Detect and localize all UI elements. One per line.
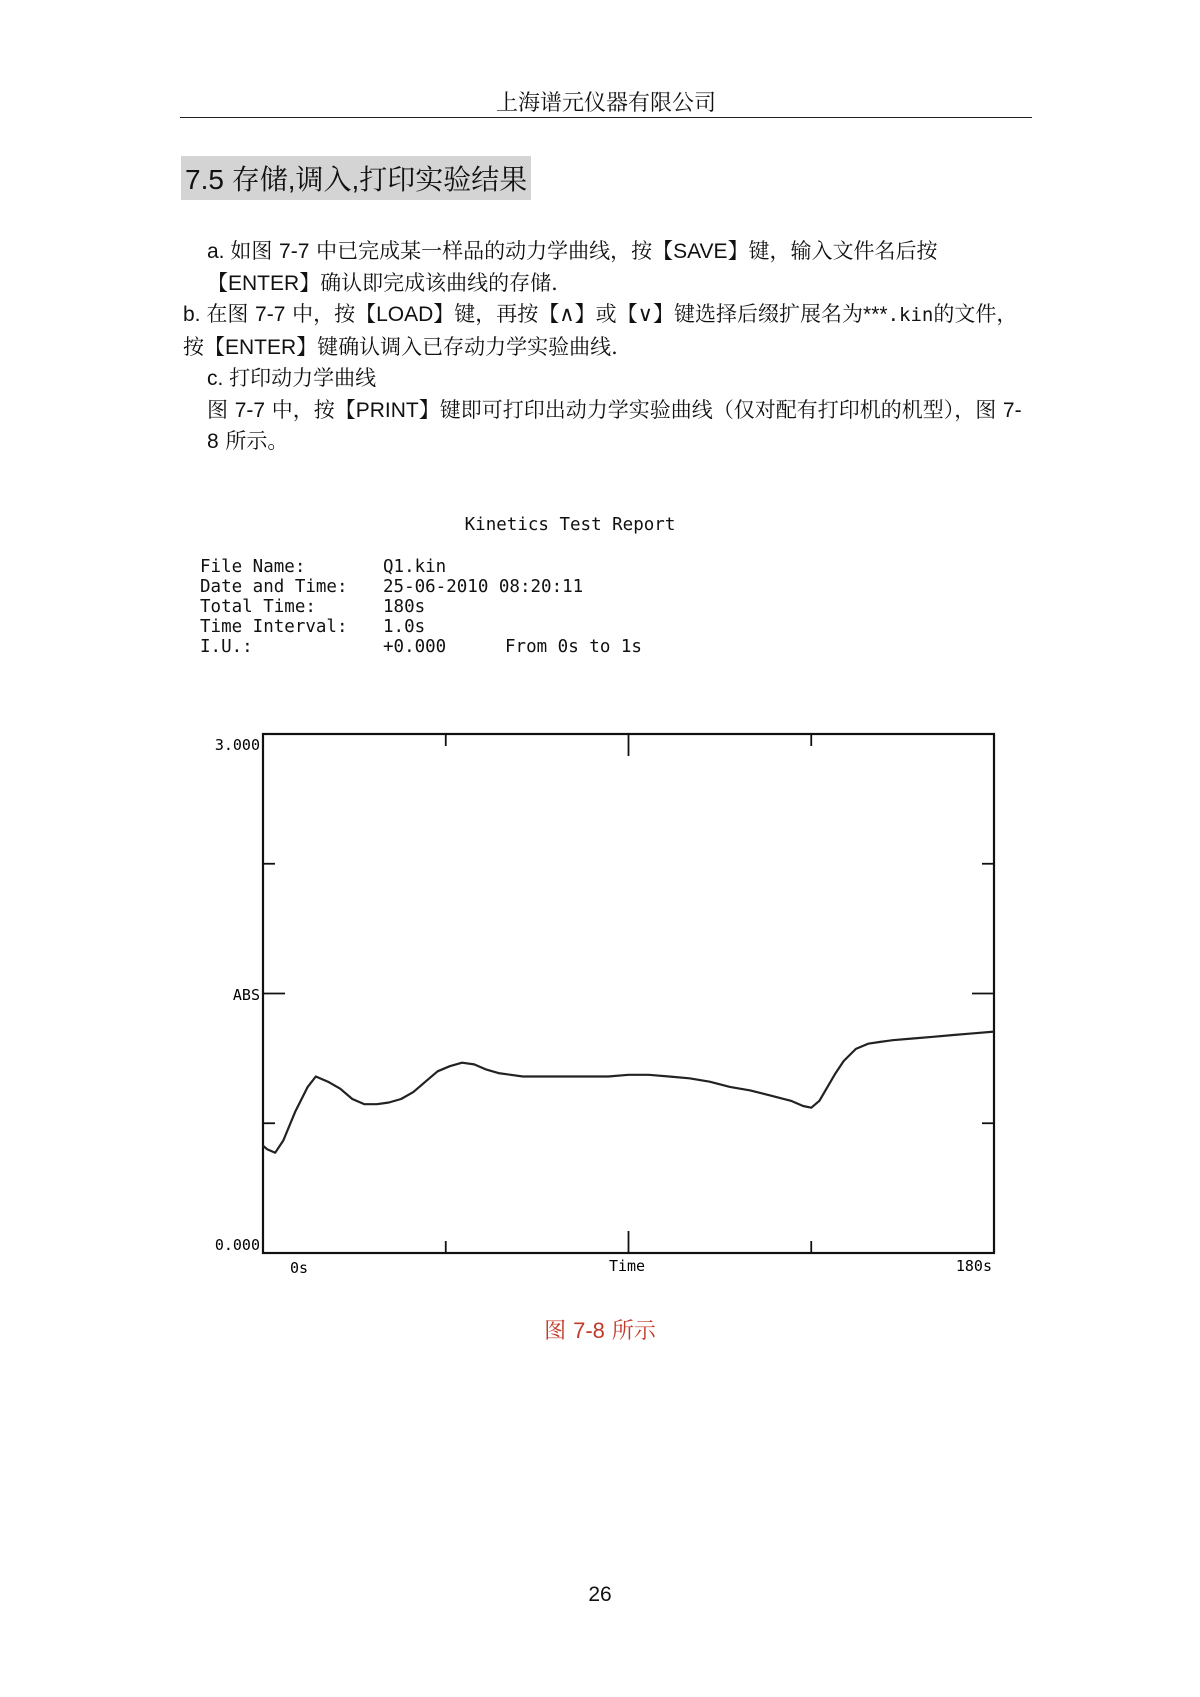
page-number: 26: [588, 1583, 612, 1606]
enter-key: ENTER: [225, 335, 297, 359]
file-name-value: Q1.kin: [383, 557, 447, 577]
figure-caption: 图 7-8 所示: [544, 1318, 656, 1344]
paragraph-c: c. 打印动力学曲线: [207, 366, 377, 390]
load-key: LOAD: [376, 303, 434, 326]
plot-frame: [263, 734, 994, 1253]
x-max-label: 180s: [955, 1257, 992, 1275]
y-min-label: 0.000: [214, 1236, 260, 1254]
save-key: SAVE: [673, 240, 728, 263]
interval-value: 1.0s: [383, 617, 426, 637]
y-axis-label: ABS: [232, 986, 260, 1004]
date-value: 25-06-2010 08:20:11: [383, 577, 584, 597]
iu-range: From 0s to 1s: [505, 637, 642, 657]
x-axis-label: Time: [608, 1257, 646, 1275]
total-time-value: 180s: [383, 597, 426, 617]
kinetics-report-figure: Kinetics Test Report File Name: Q1.kin Date and Time: 25-06-2010 08:20:11 Total Time: 180s Time Interval: 1.0s I.U.: +0.000 From 0s to 1s 3.000 ABS 0.000 0s Time 180s: [0, 0, 1200, 1697]
paragraph-a: a. 如图 7-7 中已完成某一样品的动力学曲线，按【SAVE】键，输入文件名后按【ENTER】确认即完成该曲线的存储.: [207, 239, 938, 295]
page-header: [180, 86, 1032, 117]
section-title: 7.5 存储,调入,打印实验结果: [181, 156, 531, 200]
y-max-label: 3.000: [214, 736, 260, 754]
absorbance-curve: [263, 1032, 994, 1153]
print-key: PRINT: [355, 398, 419, 422]
paragraph-d: 图 7-7 中，按【PRINT】键即可打印出动力学实验曲线（仅对配有打印机的机型），图 7-8 所示。: [207, 397, 1022, 453]
iu-value: +0.000: [383, 637, 447, 657]
x-min-label: 0s: [290, 1259, 309, 1277]
header-rule: [180, 117, 1032, 118]
tick-marks: [263, 734, 994, 1253]
company-name: 上海谱元仪器有限公司: [495, 91, 716, 116]
report-title: Kinetics Test Report: [464, 515, 676, 535]
file-extension: .kin: [887, 304, 934, 326]
body-text: [183, 236, 1023, 458]
paragraph-b: b. 在图 7-7 中，按【LOAD】键，再按【∧】或【∨】键选择后缀扩展名为***.kin的文件，按【ENTER】键确认调入已存动力学实验曲线.: [183, 302, 1018, 359]
enter-key: ENTER: [228, 271, 300, 295]
